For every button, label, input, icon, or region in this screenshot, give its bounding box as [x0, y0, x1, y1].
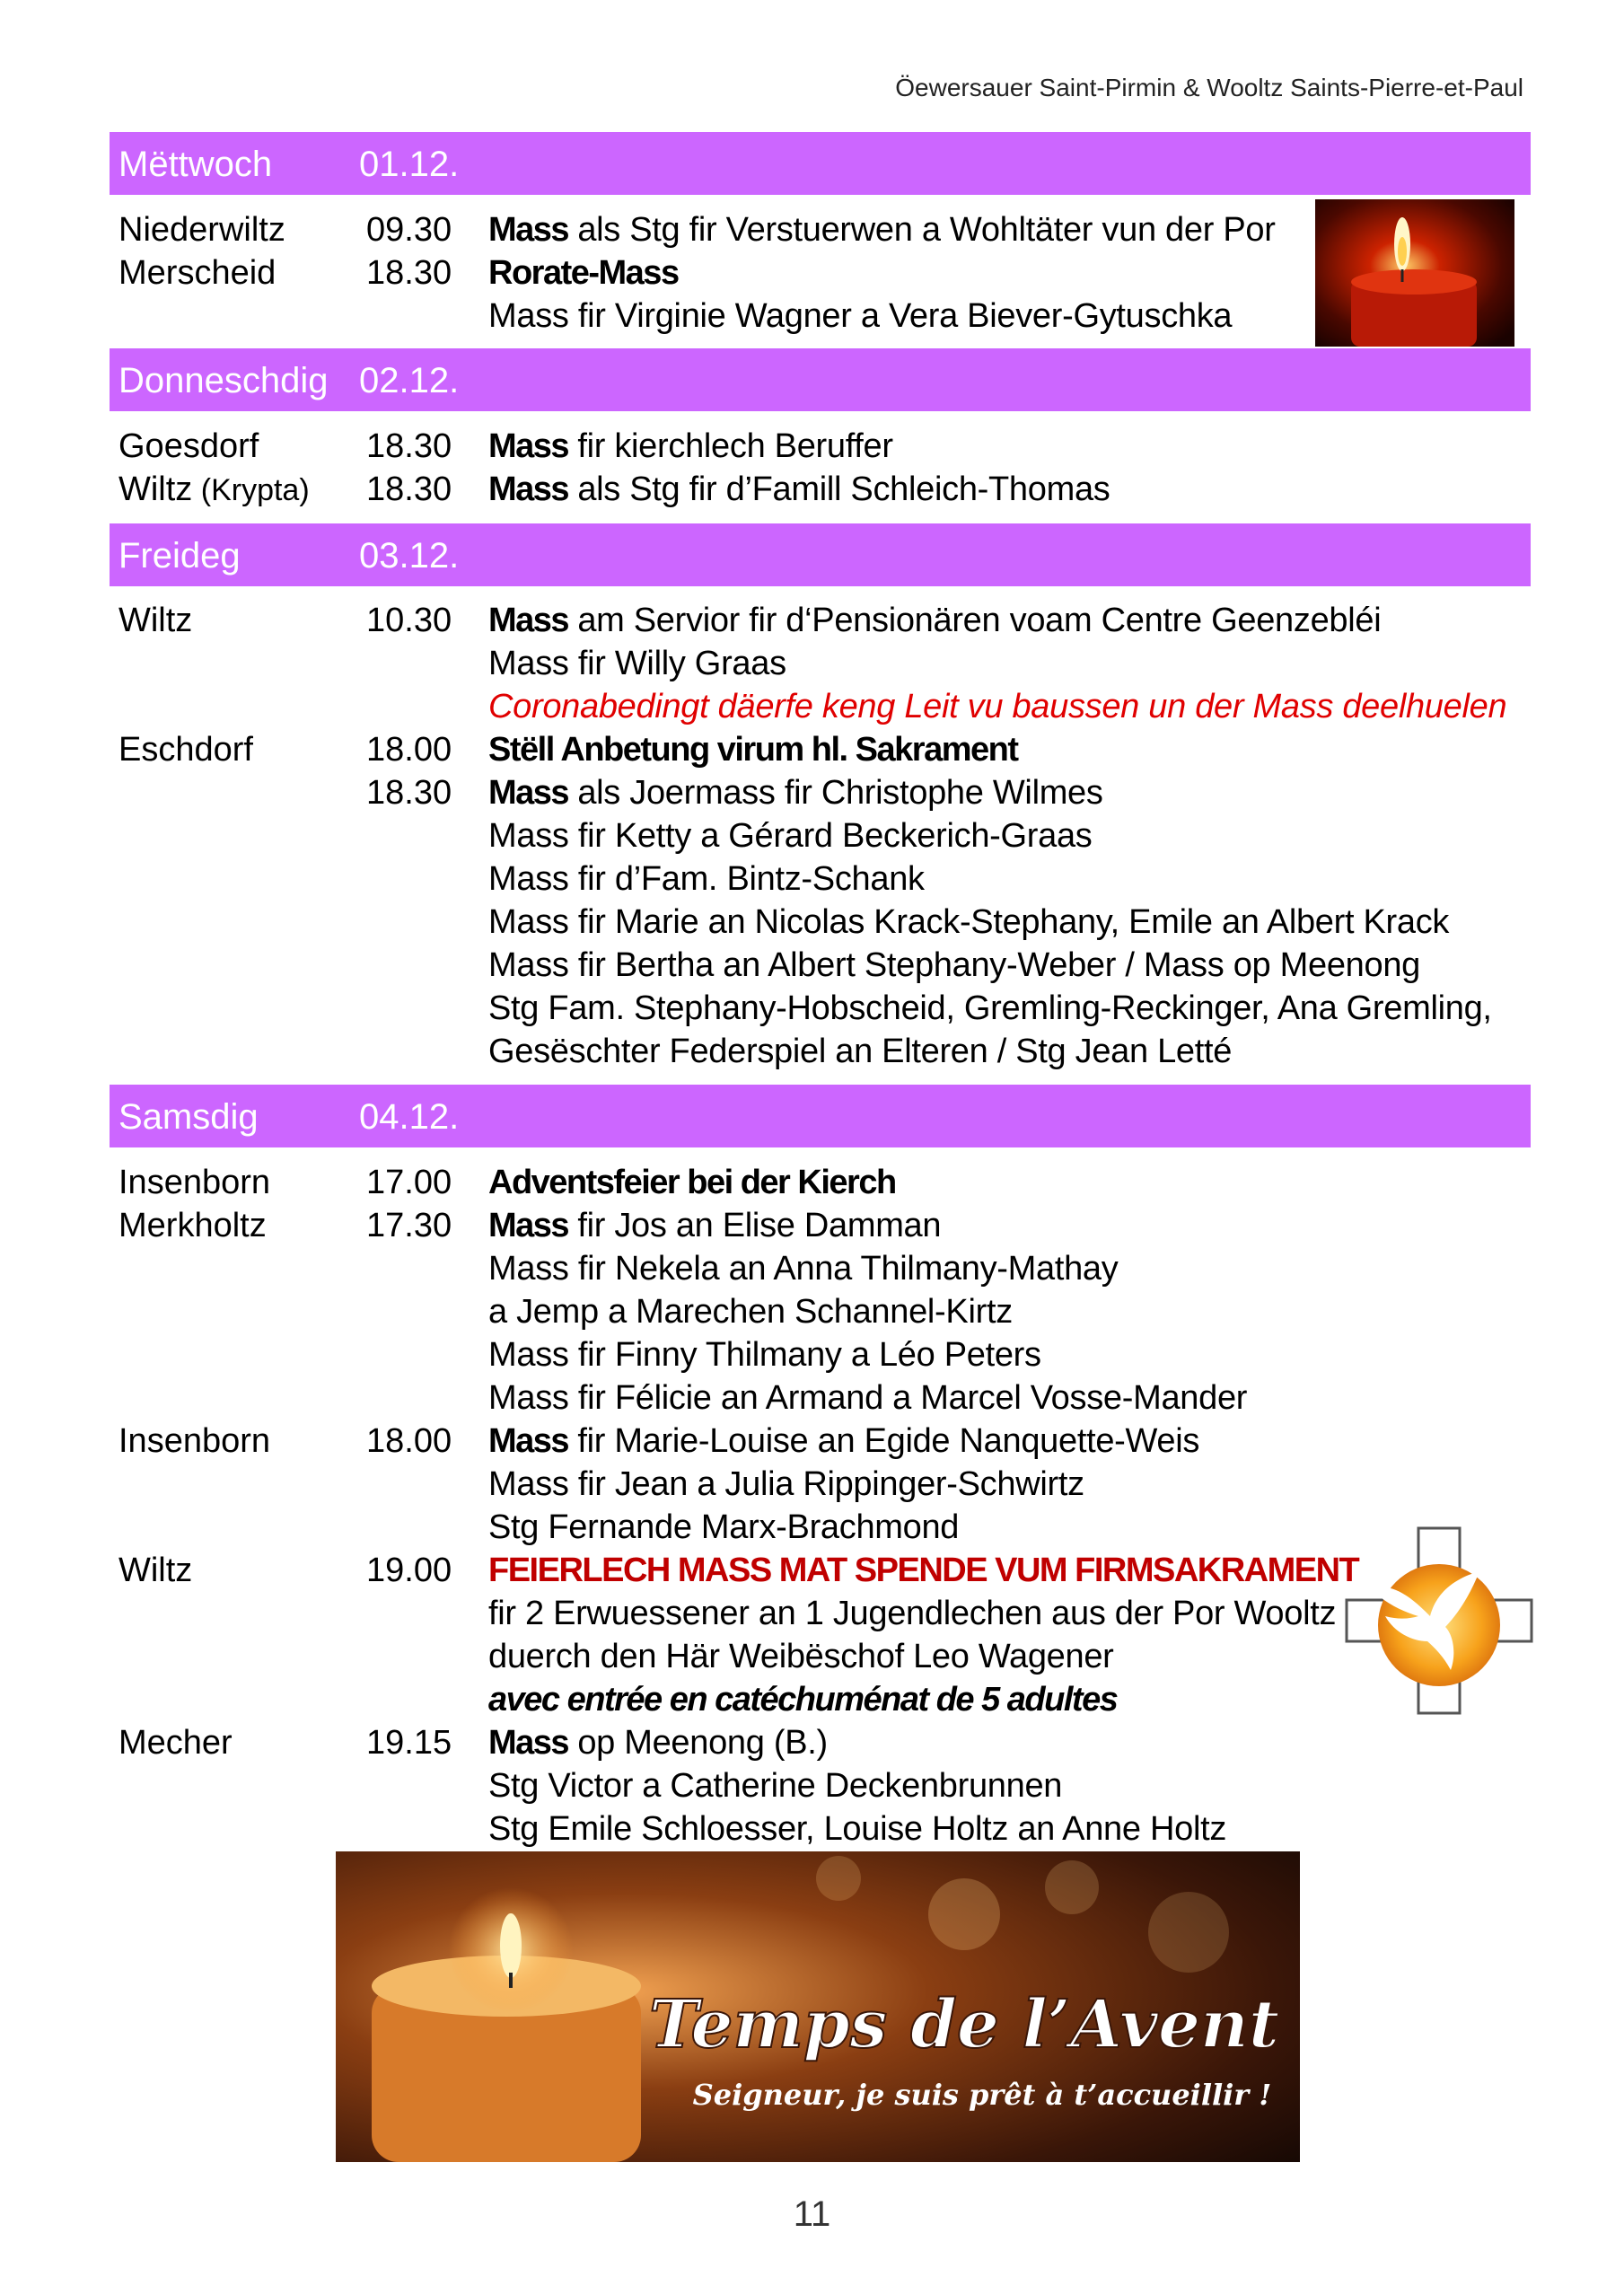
description [488, 251, 679, 295]
intention: als Stg fir d’Famill Schleich-Thomas [568, 470, 1110, 508]
schedule-row [0, 1290, 1624, 1333]
description [488, 1204, 941, 1247]
day-band [110, 132, 1531, 195]
day-name: Freideg [119, 536, 241, 576]
description [488, 1721, 828, 1764]
time: 18.30 [366, 254, 452, 292]
schedule-row [0, 857, 1624, 901]
schedule-row [0, 1376, 1624, 1420]
schedule-row [0, 1764, 1624, 1807]
mass-type: Rorate-Mass [488, 254, 679, 292]
day-date: 04.12. [359, 1097, 460, 1137]
schedule-row [0, 1807, 1624, 1851]
location: Mecher [119, 1724, 233, 1762]
schedule-row [0, 1463, 1624, 1506]
mass-type: Mass [488, 1207, 569, 1244]
day-name: Mëttwoch [119, 145, 273, 184]
description [488, 468, 1110, 511]
description: fir 2 Erwuessener an 1 Jugendlechen aus der Por Wooltz [488, 1595, 1337, 1632]
day-date: 02.12. [359, 361, 460, 400]
description: Mass fir Bertha an Albert Stephany-Weber / Mass op Meenong [488, 946, 1420, 984]
dove-cross-logo [1345, 1526, 1533, 1715]
description: Stg Emile Schloesser, Louise Holtz an Anne Holtz [488, 1810, 1227, 1848]
schedule-row [0, 685, 1624, 728]
location [119, 468, 310, 512]
description [488, 771, 1103, 814]
description: Stg Fernande Marx-Brachmond [488, 1508, 960, 1546]
schedule-row [0, 1721, 1624, 1764]
description [488, 728, 1018, 771]
description [488, 425, 893, 468]
time: 09.30 [366, 211, 452, 249]
time: 18.00 [366, 1422, 452, 1460]
intention: als Stg fir Verstuerwen a Wohltäter vun der Por [568, 211, 1276, 249]
schedule-row [0, 1333, 1624, 1376]
day-date: 03.12. [359, 536, 460, 576]
description: duerch den Här Weibëschof Leo Wagener [488, 1638, 1114, 1675]
location: Merkholtz [119, 1207, 267, 1244]
description: Mass fir Nekela an Anna Thilmany-Mathay [488, 1250, 1119, 1288]
candle-photo [1315, 199, 1514, 347]
time: 18.30 [366, 774, 452, 812]
schedule-row [0, 1030, 1624, 1073]
schedule-row [0, 1204, 1624, 1247]
intention: fir Jos an Elise Damman [568, 1207, 942, 1244]
banner-title: Temps de l’Avent [648, 1986, 1280, 2063]
location: Insenborn [119, 1422, 271, 1460]
page-number: 11 [793, 2194, 831, 2234]
location: Insenborn [119, 1164, 271, 1201]
schedule-row [0, 1161, 1624, 1204]
time: 18.30 [366, 470, 452, 508]
location: Wiltz [119, 602, 193, 639]
description: Stg Fam. Stephany-Hobscheid, Gremling-Reckinger, Ana Gremling, [488, 989, 1492, 1027]
mass-type: Mass [488, 427, 569, 465]
intention: am Servior fir d‘Pensionären voam Centre Geenzebléi [568, 602, 1382, 639]
mass-type: Adventsfeier bei der Kierch [488, 1164, 896, 1201]
description: Mass fir d’Fam. Bintz-Schank [488, 860, 925, 898]
schedule-row [0, 771, 1624, 814]
day-name: Samsdig [119, 1097, 259, 1137]
day-name: Donneschdig [119, 361, 329, 400]
day-band [110, 523, 1531, 586]
schedule-row [0, 987, 1624, 1030]
location: Eschdorf [119, 731, 253, 769]
intention: fir Marie-Louise an Egide Nanquette-Weis [568, 1422, 1200, 1460]
location-name: Wiltz [119, 470, 193, 508]
schedule-row [0, 901, 1624, 944]
location: Wiltz [119, 1552, 193, 1589]
page-header: Öewersauer Saint-Pirmin & Wooltz Saints-Pierre-et-Paul [895, 74, 1523, 101]
description: Stg Victor a Catherine Deckenbrunnen [488, 1767, 1063, 1805]
banner-subtitle: Seigneur, je suis prêt à t’accueillir ! [692, 2078, 1272, 2112]
description: Mass fir Finny Thilmany a Léo Peters [488, 1336, 1041, 1374]
description: Mass fir Jean a Julia Rippinger-Schwirtz [488, 1465, 1084, 1503]
catechumenate-note: avec entrée en catéchuménat de 5 adultes [488, 1681, 1118, 1719]
corona-note: Coronabedingt däerfe keng Leit vu baussen un der Mass deelhuelen [488, 688, 1507, 725]
intention: als Joermass fir Christophe Wilmes [568, 774, 1103, 812]
description: Mass fir Willy Graas [488, 645, 786, 682]
mass-type: Mass [488, 1724, 569, 1762]
location-detail: (Krypta) [192, 473, 310, 507]
mass-type: Mass [488, 470, 569, 508]
location: Merscheid [119, 254, 277, 292]
description: Mass fir Virginie Wagner a Vera Biever-Gytuschka [488, 297, 1233, 335]
day-band [110, 1085, 1531, 1147]
description [488, 599, 1381, 642]
location: Niederwiltz [119, 211, 285, 249]
day-band [110, 348, 1531, 411]
time: 10.30 [366, 602, 452, 639]
mass-type: Mass [488, 1422, 569, 1460]
confirmation-mass-title: FEIERLECH MASS MAT SPENDE VUM FIRMSAKRAMENT [488, 1552, 1359, 1589]
schedule-row [0, 425, 1624, 468]
schedule-row [0, 642, 1624, 685]
description [488, 1161, 896, 1204]
intention: fir kierchlech Beruffer [568, 427, 893, 465]
intention: op Meenong (B.) [568, 1724, 828, 1762]
mass-type: Mass [488, 774, 569, 812]
time: 18.00 [366, 731, 452, 769]
description: Mass fir Félicie an Armand a Marcel Vosse-Mander [488, 1379, 1248, 1417]
day-date: 01.12. [359, 145, 460, 184]
mass-type: Mass [488, 602, 569, 639]
time: 17.00 [366, 1164, 452, 1201]
time: 18.30 [366, 427, 452, 465]
description [488, 1420, 1199, 1463]
schedule-row [0, 814, 1624, 857]
advent-banner [336, 1851, 1300, 2162]
description: Mass fir Marie an Nicolas Krack-Stephany, Emile an Albert Krack [488, 903, 1450, 941]
time: 19.00 [366, 1552, 452, 1589]
schedule-row [0, 944, 1624, 987]
schedule-row [0, 468, 1624, 511]
description: a Jemp a Marechen Schannel-Kirtz [488, 1293, 1013, 1331]
mass-type: Stëll Anbetung virum hl. Sakrament [488, 731, 1018, 769]
time: 19.15 [366, 1724, 452, 1762]
schedule-row [0, 1247, 1624, 1290]
time: 17.30 [366, 1207, 452, 1244]
description [488, 208, 1276, 251]
schedule-row [0, 599, 1624, 642]
mass-type: Mass [488, 211, 569, 249]
description: Mass fir Ketty a Gérard Beckerich-Graas [488, 817, 1093, 855]
location: Goesdorf [119, 427, 259, 465]
schedule-row [0, 728, 1624, 771]
schedule-row [0, 1420, 1624, 1463]
description: Gesëschter Federspiel an Elteren / Stg Jean Letté [488, 1033, 1233, 1070]
